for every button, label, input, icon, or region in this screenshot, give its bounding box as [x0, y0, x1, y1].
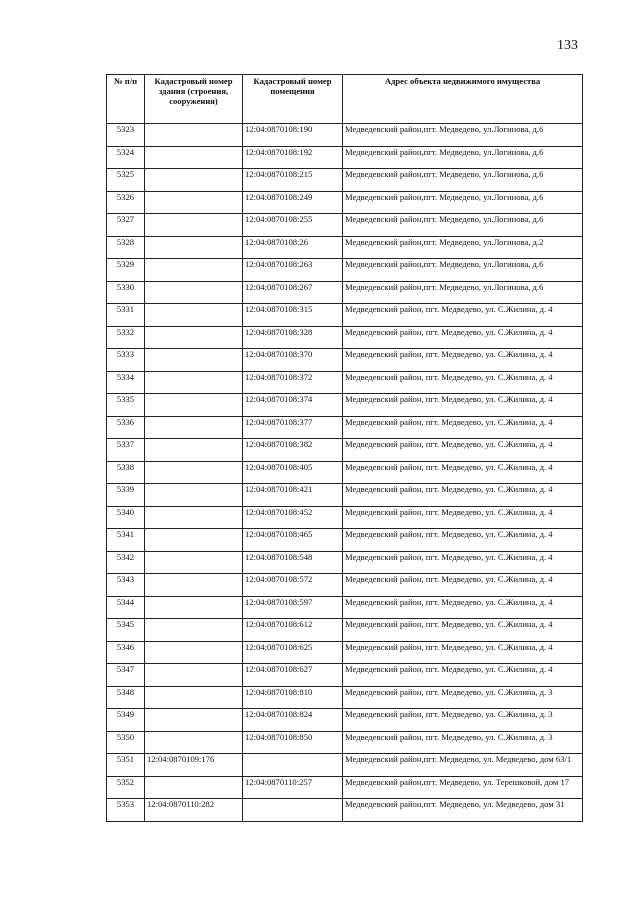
table-row — [107, 169, 583, 192]
cell-building-cadastral — [145, 326, 243, 349]
cell-building-cadastral — [145, 394, 243, 417]
cell-num: 5342 — [107, 551, 145, 574]
cell-building-cadastral — [145, 686, 243, 709]
cell-building-cadastral — [145, 596, 243, 619]
cell-building-cadastral — [145, 664, 243, 687]
cell-building-cadastral — [145, 731, 243, 754]
cell-building-cadastral — [145, 349, 243, 372]
cell-address: Медведевский район, пгт. Медведево, ул. С.Жилина, д. 4 — [343, 349, 583, 372]
table-row — [107, 439, 583, 462]
cell-building-cadastral — [145, 619, 243, 642]
cell-address: Медведевский район, пгт. Медведево, ул. С.Жилина, д. 4 — [343, 574, 583, 597]
cell-address: Медведевский район,пгт. Медведево, ул.Логинова, д.6 — [343, 124, 583, 147]
cell-address: Медведевский район,пгт. Медведево, ул.Логинова, д.6 — [343, 191, 583, 214]
table-row — [107, 664, 583, 687]
cell-premise-cadastral: 12:04:0870108:249 — [243, 191, 343, 214]
cell-premise-cadastral — [243, 799, 343, 822]
cell-num: 5329 — [107, 259, 145, 282]
table-row — [107, 551, 583, 574]
cell-address: Медведевский район, пгт. Медведево, ул. С.Жилина, д. 4 — [343, 484, 583, 507]
cell-building-cadastral — [145, 776, 243, 799]
cell-num: 5351 — [107, 754, 145, 777]
cell-building-cadastral — [145, 304, 243, 327]
cell-premise-cadastral: 12:04:0870108:192 — [243, 146, 343, 169]
cell-num: 5338 — [107, 461, 145, 484]
table-header-row — [107, 75, 583, 124]
cell-premise-cadastral: 12:04:0870108:370 — [243, 349, 343, 372]
table-row — [107, 641, 583, 664]
cell-address: Медведевский район, пгт. Медведево, ул. С.Жилина, д. 4 — [343, 529, 583, 552]
cell-premise-cadastral: 12:04:0870110:257 — [243, 776, 343, 799]
cell-building-cadastral — [145, 191, 243, 214]
cell-num: 5325 — [107, 169, 145, 192]
cell-address: Медведевский район, пгт. Медведево, ул. С.Жилина, д. 4 — [343, 326, 583, 349]
cell-premise-cadastral: 12:04:0870108:255 — [243, 214, 343, 237]
cell-address: Медведевский район,пгт. Медведево, ул. Медведево, дом 63/1 — [343, 754, 583, 777]
header-num: № п/п — [107, 75, 145, 124]
table-row — [107, 146, 583, 169]
table-row — [107, 754, 583, 777]
cell-address: Медведевский район, пгт. Медведево, ул. С.Жилина, д. 4 — [343, 461, 583, 484]
cell-premise-cadastral: 12:04:0870108:328 — [243, 326, 343, 349]
cell-premise-cadastral — [243, 754, 343, 777]
table-row — [107, 484, 583, 507]
cell-address: Медведевский район, пгт. Медведево, ул. С.Жилина, д. 4 — [343, 304, 583, 327]
cell-building-cadastral — [145, 506, 243, 529]
cell-num: 5335 — [107, 394, 145, 417]
cell-premise-cadastral: 12:04:0870108:548 — [243, 551, 343, 574]
table-row — [107, 304, 583, 327]
cell-address: Медведевский район,пгт. Медведево, ул.Логинова, д.6 — [343, 146, 583, 169]
cell-building-cadastral — [145, 236, 243, 259]
cell-building-cadastral — [145, 439, 243, 462]
cell-address: Медведевский район,пгт. Медведево, ул. Медведево, дом 31 — [343, 799, 583, 822]
table-row — [107, 619, 583, 642]
cell-premise-cadastral: 12:04:0870108:374 — [243, 394, 343, 417]
header-building-cadastral: Кадастровый номер здания (строения, сооружения) — [145, 75, 243, 124]
cell-building-cadastral — [145, 641, 243, 664]
cell-building-cadastral — [145, 124, 243, 147]
cell-building-cadastral — [145, 484, 243, 507]
cell-building-cadastral — [145, 416, 243, 439]
cell-premise-cadastral: 12:04:0870108:612 — [243, 619, 343, 642]
cell-building-cadastral — [145, 281, 243, 304]
cell-num: 5347 — [107, 664, 145, 687]
table-row — [107, 709, 583, 732]
table-row — [107, 506, 583, 529]
cell-building-cadastral — [145, 461, 243, 484]
cell-address: Медведевский район,пгт. Медведево, ул.Логинова, д.6 — [343, 259, 583, 282]
table-row — [107, 371, 583, 394]
cell-premise-cadastral: 12:04:0870108:263 — [243, 259, 343, 282]
cell-address: Медведевский район, пгт. Медведево, ул. С.Жилина, д. 4 — [343, 506, 583, 529]
cell-premise-cadastral: 12:04:0870108:267 — [243, 281, 343, 304]
table-row — [107, 281, 583, 304]
table-row — [107, 394, 583, 417]
cell-premise-cadastral: 12:04:0870108:627 — [243, 664, 343, 687]
cell-num: 5333 — [107, 349, 145, 372]
cell-premise-cadastral: 12:04:0870108:850 — [243, 731, 343, 754]
cell-address: Медведевский район,пгт. Медведево, ул. Терешковой, дом 17 — [343, 776, 583, 799]
cell-num: 5330 — [107, 281, 145, 304]
cell-address: Медведевский район, пгт. Медведево, ул. С.Жилина, д. 4 — [343, 551, 583, 574]
cell-num: 5326 — [107, 191, 145, 214]
cell-address: Медведевский район, пгт. Медведево, ул. С.Жилина, д. 4 — [343, 394, 583, 417]
table-row — [107, 236, 583, 259]
cell-num: 5341 — [107, 529, 145, 552]
cell-building-cadastral — [145, 574, 243, 597]
cell-num: 5345 — [107, 619, 145, 642]
cell-num: 5336 — [107, 416, 145, 439]
property-registry-table — [106, 74, 583, 822]
cell-num: 5337 — [107, 439, 145, 462]
cell-premise-cadastral: 12:04:0870108:372 — [243, 371, 343, 394]
cell-premise-cadastral: 12:04:0870108:421 — [243, 484, 343, 507]
table-row — [107, 259, 583, 282]
cell-premise-cadastral: 12:04:0870108:26 — [243, 236, 343, 259]
cell-num: 5331 — [107, 304, 145, 327]
cell-num: 5352 — [107, 776, 145, 799]
cell-address: Медведевский район, пгт. Медведево, ул. С.Жилина, д. 3 — [343, 709, 583, 732]
cell-premise-cadastral: 12:04:0870108:315 — [243, 304, 343, 327]
cell-num: 5346 — [107, 641, 145, 664]
cell-building-cadastral — [145, 551, 243, 574]
cell-num: 5323 — [107, 124, 145, 147]
cell-num: 5334 — [107, 371, 145, 394]
cell-address: Медведевский район, пгт. Медведево, ул. С.Жилина, д. 4 — [343, 439, 583, 462]
cell-building-cadastral — [145, 146, 243, 169]
cell-building-cadastral: 12:04:0870110:282 — [145, 799, 243, 822]
cell-address: Медведевский район,пгт. Медведево, ул.Логинова, д.6 — [343, 281, 583, 304]
cell-building-cadastral — [145, 709, 243, 732]
cell-address: Медведевский район, пгт. Медведево, ул. С.Жилина, д. 4 — [343, 596, 583, 619]
cell-address: Медведевский район,пгт. Медведево, ул.Логинова, д.6 — [343, 214, 583, 237]
cell-building-cadastral — [145, 371, 243, 394]
cell-num: 5340 — [107, 506, 145, 529]
table-row — [107, 124, 583, 147]
cell-premise-cadastral: 12:04:0870108:405 — [243, 461, 343, 484]
cell-num: 5339 — [107, 484, 145, 507]
table-row — [107, 349, 583, 372]
cell-premise-cadastral: 12:04:0870108:597 — [243, 596, 343, 619]
cell-num: 5344 — [107, 596, 145, 619]
cell-premise-cadastral: 12:04:0870108:452 — [243, 506, 343, 529]
cell-address: Медведевский район, пгт. Медведево, ул. С.Жилина, д. 4 — [343, 371, 583, 394]
cell-premise-cadastral: 12:04:0870108:572 — [243, 574, 343, 597]
cell-num: 5332 — [107, 326, 145, 349]
cell-building-cadastral — [145, 169, 243, 192]
table-row — [107, 574, 583, 597]
cell-address: Медведевский район, пгт. Медведево, ул. С.Жилина, д. 4 — [343, 619, 583, 642]
cell-address: Медведевский район, пгт. Медведево, ул. С.Жилина, д. 4 — [343, 416, 583, 439]
cell-address: Медведевский район,пгт. Медведево, ул.Логинова, д.6 — [343, 169, 583, 192]
cell-premise-cadastral: 12:04:0870108:190 — [243, 124, 343, 147]
header-address: Адрес объекта недвижимого имущества — [343, 75, 583, 124]
page-number: 133 — [557, 38, 578, 53]
table-row — [107, 731, 583, 754]
table-row — [107, 686, 583, 709]
table-row — [107, 214, 583, 237]
cell-num: 5348 — [107, 686, 145, 709]
cell-premise-cadastral: 12:04:0870108:824 — [243, 709, 343, 732]
cell-num: 5343 — [107, 574, 145, 597]
cell-num: 5353 — [107, 799, 145, 822]
cell-premise-cadastral: 12:04:0870108:465 — [243, 529, 343, 552]
cell-num: 5328 — [107, 236, 145, 259]
cell-building-cadastral — [145, 259, 243, 282]
cell-premise-cadastral: 12:04:0870108:810 — [243, 686, 343, 709]
cell-building-cadastral — [145, 214, 243, 237]
cell-premise-cadastral: 12:04:0870108:382 — [243, 439, 343, 462]
table-row — [107, 416, 583, 439]
cell-num: 5324 — [107, 146, 145, 169]
table-row — [107, 596, 583, 619]
cell-address: Медведевский район, пгт. Медведево, ул. С.Жилина, д. 4 — [343, 641, 583, 664]
table-row — [107, 191, 583, 214]
table-row — [107, 461, 583, 484]
cell-building-cadastral — [145, 529, 243, 552]
table-row — [107, 326, 583, 349]
cell-address: Медведевский район,пгт. Медведево, ул.Логинова, д.2 — [343, 236, 583, 259]
cell-num: 5349 — [107, 709, 145, 732]
cell-building-cadastral: 12:04:0870109:176 — [145, 754, 243, 777]
cell-address: Медведевский район, пгт. Медведево, ул. С.Жилина, д. 3 — [343, 731, 583, 754]
cell-premise-cadastral: 12:04:0870108:377 — [243, 416, 343, 439]
table-row — [107, 529, 583, 552]
cell-num: 5350 — [107, 731, 145, 754]
cell-premise-cadastral: 12:04:0870108:215 — [243, 169, 343, 192]
table-row — [107, 799, 583, 822]
table-row — [107, 776, 583, 799]
cell-num: 5327 — [107, 214, 145, 237]
cell-premise-cadastral: 12:04:0870108:625 — [243, 641, 343, 664]
cell-address: Медведевский район, пгт. Медведево, ул. С.Жилина, д. 4 — [343, 664, 583, 687]
header-premise-cadastral: Кадастровый номер помещения — [243, 75, 343, 124]
cell-address: Медведевский район, пгт. Медведево, ул. С.Жилина, д. 3 — [343, 686, 583, 709]
